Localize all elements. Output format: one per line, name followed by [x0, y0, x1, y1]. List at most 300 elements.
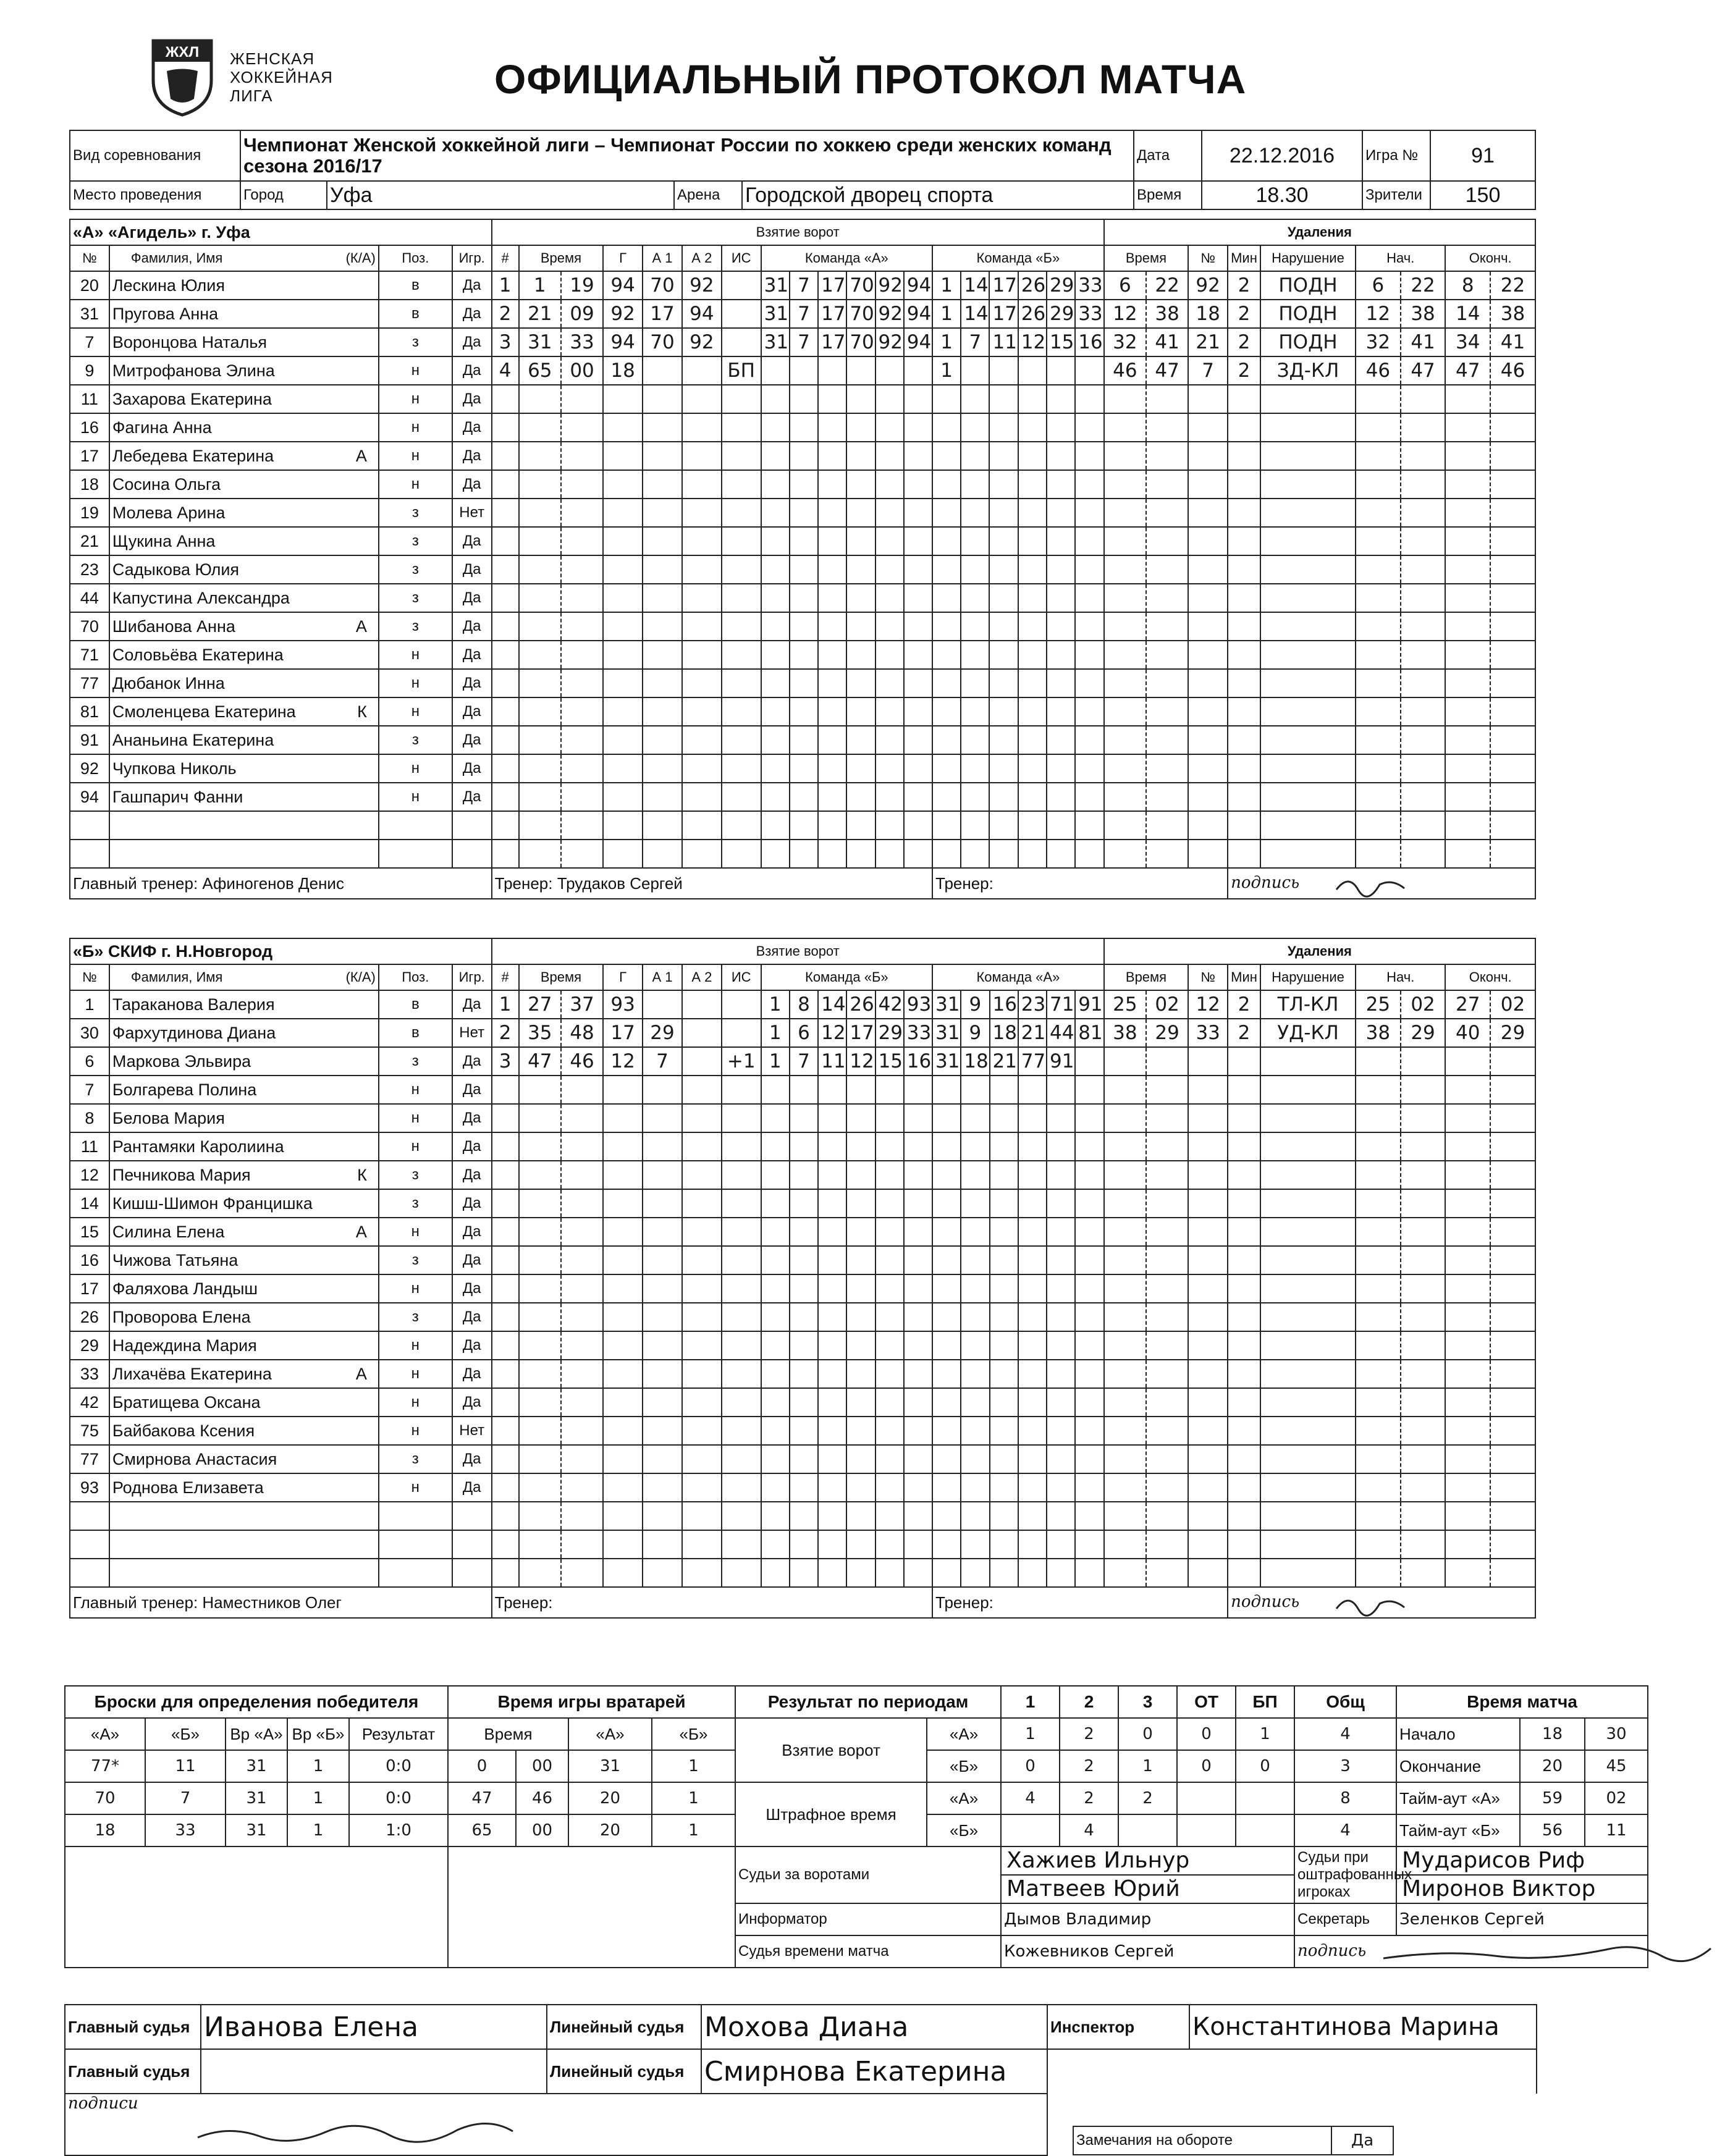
player-number: 29: [70, 1331, 109, 1360]
player-number: 15: [70, 1218, 109, 1246]
player-position: н: [379, 1473, 452, 1502]
penalty-player: [1188, 470, 1228, 499]
goalie-r3-ss: 00: [516, 1814, 568, 1846]
penalty-start-sec: [1401, 1417, 1446, 1445]
opp-on-ice: [989, 470, 1018, 499]
own-on-ice: [761, 669, 790, 697]
start-mm: 18: [1520, 1718, 1585, 1750]
own-on-ice: [846, 669, 875, 697]
penalty-minutes: [1228, 641, 1260, 669]
own-on-ice: [761, 1076, 790, 1104]
goal-second: [561, 1388, 603, 1417]
player-position: н: [379, 669, 452, 697]
team_a-col-num: №: [70, 245, 109, 271]
player-played: Да: [452, 726, 492, 754]
penalty-second: [1146, 555, 1188, 584]
goal-number: 2: [492, 1019, 519, 1047]
penalty-violation: [1260, 499, 1356, 527]
goal-second: [561, 413, 603, 442]
opp-on-ice: [990, 1303, 1018, 1331]
own-on-ice: [790, 470, 818, 499]
own-on-ice: [790, 669, 818, 697]
team_a-head-coach: Главный тренер: Афиногенов Денис: [70, 868, 492, 899]
penalty-player: [1188, 669, 1228, 697]
goal-scorer: [603, 1189, 643, 1218]
own-on-ice: 8: [790, 990, 818, 1019]
player-played: Да: [452, 1445, 492, 1473]
opp-on-ice: 91: [1075, 990, 1104, 1019]
player-position: з: [379, 328, 452, 356]
player-number: 11: [70, 385, 109, 413]
player-position: з: [379, 1161, 452, 1189]
goal-assist-1: [643, 1161, 682, 1189]
opp-on-ice: [961, 1303, 989, 1331]
own-on-ice: [875, 1417, 904, 1445]
own-on-ice: [818, 669, 846, 697]
goal-second: 09: [561, 300, 603, 328]
own-on-ice: [761, 356, 790, 385]
goal-second: [561, 584, 603, 612]
own-on-ice: [904, 1303, 932, 1331]
own-on-ice: 17: [818, 328, 846, 356]
penalty-start-sec: [1401, 811, 1446, 840]
penalty-minutes: [1228, 1104, 1260, 1132]
opp-on-ice: [1075, 1559, 1104, 1587]
goal-minute: [519, 1076, 561, 1104]
player-position: з: [379, 612, 452, 641]
goal-second: [561, 1360, 603, 1388]
goal-assist-2: [682, 1388, 722, 1417]
penalty-player: [1188, 584, 1228, 612]
penalty-second: [1146, 1218, 1188, 1246]
goal-assist-2: [682, 1473, 722, 1502]
goal-assist-1: [643, 669, 682, 697]
goal-situation: [722, 328, 761, 356]
opp-on-ice: [1075, 641, 1104, 669]
shootout-r2-result: 0:0: [349, 1782, 448, 1814]
opp-on-ice: [989, 811, 1018, 840]
penalty-second: [1146, 1502, 1188, 1530]
goal-assist-1: [643, 1502, 682, 1530]
player-played: Да: [452, 1047, 492, 1076]
goal-number: [492, 442, 519, 470]
own-on-ice: [790, 555, 818, 584]
opp-on-ice: [1047, 1559, 1075, 1587]
penalty-violation: [1260, 1559, 1356, 1587]
goal-scorer: [603, 1502, 643, 1530]
penalty-second: [1146, 697, 1188, 726]
goal-assist-2: [682, 385, 722, 413]
own-on-ice: [875, 1218, 904, 1246]
player-played: Да: [452, 1473, 492, 1502]
penalty-minutes: [1228, 1132, 1260, 1161]
penalty-violation: ЗД-КЛ: [1260, 356, 1356, 385]
penalty-start-sec: [1401, 1104, 1446, 1132]
opp-on-ice: [932, 1161, 961, 1189]
penalty-violation: [1260, 1189, 1356, 1218]
goal-assist-1: [643, 811, 682, 840]
opp-on-ice: [1047, 783, 1075, 811]
goal-number: 3: [492, 328, 519, 356]
goal-number: [492, 1331, 519, 1360]
own-on-ice: [904, 1502, 932, 1530]
goal-minute: [519, 1417, 561, 1445]
penalty-minutes: [1228, 1417, 1260, 1445]
period-total-header: Общ: [1294, 1686, 1396, 1718]
opp-on-ice: [1075, 1388, 1104, 1417]
shootout-col-ga: Вр «А»: [226, 1718, 287, 1750]
player-position: н: [379, 385, 452, 413]
own-on-ice: [875, 1132, 904, 1161]
opp-on-ice: [1075, 612, 1104, 641]
penalty-start-sec: [1401, 754, 1446, 783]
penalty-player: 7: [1188, 356, 1228, 385]
own-on-ice: [818, 1104, 846, 1132]
own-on-ice: [846, 1388, 875, 1417]
pim-a-ot: [1177, 1782, 1236, 1814]
own-on-ice: [818, 1161, 846, 1189]
league-logo: [148, 37, 216, 117]
player-position: н: [379, 1218, 452, 1246]
penalty-violation: [1260, 612, 1356, 641]
penalty-violation: [1260, 527, 1356, 555]
own-on-ice: 17: [846, 1019, 875, 1047]
pim-b-ot: [1177, 1814, 1236, 1846]
opp-on-ice: [961, 641, 989, 669]
goal-situation: [722, 271, 761, 300]
goal-minute: [519, 641, 561, 669]
opp-on-ice: [961, 1388, 989, 1417]
own-on-ice: [875, 1189, 904, 1218]
goal-situation: [722, 1388, 761, 1417]
penalty-minutes: [1228, 669, 1260, 697]
goal-second: [561, 1218, 603, 1246]
opp-on-ice: [1047, 1104, 1075, 1132]
own-on-ice: [790, 499, 818, 527]
penalty-player: [1188, 413, 1228, 442]
team_b-col-pen-time: Время: [1104, 964, 1189, 990]
penalty-player: [1188, 499, 1228, 527]
opp-on-ice: [1018, 1161, 1047, 1189]
team_a-col-pen-min: Мин: [1228, 245, 1260, 271]
opp-on-ice: 18: [990, 1019, 1018, 1047]
shootout-r3-ga: 31: [226, 1814, 287, 1846]
table-row: [70, 669, 1535, 697]
penalty-end-min: [1445, 1388, 1490, 1417]
penalty-end-sec: [1490, 754, 1535, 783]
penalty-start-min: [1356, 840, 1401, 868]
goal-minute: [519, 1445, 561, 1473]
opp-on-ice: [989, 584, 1018, 612]
penalty-start-sec: [1401, 641, 1446, 669]
goal-minute: [519, 385, 561, 413]
penalty-violation: [1260, 1388, 1356, 1417]
penalty-player: 92: [1188, 271, 1228, 300]
penalty-minutes: [1228, 1502, 1260, 1530]
penalty-start-min: [1356, 1246, 1401, 1274]
pim-a-p1: 4: [1001, 1782, 1060, 1814]
opp-on-ice: 14: [961, 300, 989, 328]
opp-on-ice: [961, 697, 989, 726]
goal-situation: [722, 1274, 761, 1303]
team_b-col-goal-num: #: [492, 964, 519, 990]
own-on-ice: [818, 499, 846, 527]
goal-second: [561, 612, 603, 641]
penalty-minute: [1104, 669, 1146, 697]
own-on-ice: 92: [875, 328, 904, 356]
opp-on-ice: [932, 1388, 961, 1417]
opp-on-ice: [961, 1218, 989, 1246]
penalty-violation: [1260, 783, 1356, 811]
penalty-violation: [1260, 754, 1356, 783]
player-name: Братищева Оксана: [109, 1388, 379, 1417]
own-on-ice: 92: [875, 300, 904, 328]
opp-on-ice: [990, 1417, 1018, 1445]
penalty-start-min: 12: [1356, 300, 1401, 328]
goal-assist-1: [643, 385, 682, 413]
goal-number: [492, 1218, 519, 1246]
opp-on-ice: [1018, 840, 1047, 868]
own-on-ice: [846, 1076, 875, 1104]
penalty-start-min: [1356, 1331, 1401, 1360]
own-on-ice: 93: [904, 990, 932, 1019]
goal-number: [492, 1388, 519, 1417]
goal-number: [492, 612, 519, 641]
penalty-violation: [1260, 1445, 1356, 1473]
own-on-ice: [790, 1388, 818, 1417]
penalty-start-sec: [1401, 1473, 1446, 1502]
player-number: 23: [70, 555, 109, 584]
penalty-player: [1188, 1360, 1228, 1388]
opp-on-ice: [990, 1189, 1018, 1218]
own-on-ice: [875, 1445, 904, 1473]
goal-situation: [722, 1076, 761, 1104]
pim-b-total: 4: [1294, 1814, 1396, 1846]
shootout-r1-ga: 31: [226, 1750, 287, 1782]
opp-on-ice: [932, 1132, 961, 1161]
goal-assist-1: [643, 840, 682, 868]
opp-on-ice: [961, 1530, 989, 1559]
goal-second: [561, 1331, 603, 1360]
table-row: [70, 697, 1535, 726]
opp-on-ice: [932, 1331, 961, 1360]
opp-on-ice: 14: [961, 271, 989, 300]
player-played: Да: [452, 1076, 492, 1104]
goal-second: 00: [561, 356, 603, 385]
opp-on-ice: [932, 470, 961, 499]
penalty-end-sec: [1490, 442, 1535, 470]
penalty-start-sec: [1401, 1360, 1446, 1388]
penalty-player: [1188, 1331, 1228, 1360]
penalty-second: [1146, 783, 1188, 811]
table-row: [70, 385, 1535, 413]
penalty-start-min: [1356, 1417, 1401, 1445]
opp-on-ice: [989, 697, 1018, 726]
player-played: Да: [452, 641, 492, 669]
player-number: 77: [70, 1445, 109, 1473]
goals-label: Взятие ворот: [735, 1718, 927, 1782]
own-on-ice: [875, 1530, 904, 1559]
team_a-signature-scribble: [1299, 871, 1423, 896]
penalty-end-sec: [1490, 641, 1535, 669]
goal-situation: [722, 1019, 761, 1047]
player-number: 19: [70, 499, 109, 527]
penalty-end-min: [1445, 1559, 1490, 1587]
own-on-ice: 33: [904, 1019, 932, 1047]
penalty-violation: [1260, 1360, 1356, 1388]
table-row: [70, 1303, 1535, 1331]
player-name: Садыкова Юлия: [109, 555, 379, 584]
own-on-ice: 70: [846, 328, 875, 356]
penalty-end-min: [1445, 1417, 1490, 1445]
own-on-ice: [904, 1104, 932, 1132]
penalty-minutes: [1228, 1274, 1260, 1303]
goal-scorer: [603, 1246, 643, 1274]
player-position: н: [379, 413, 452, 442]
opp-on-ice: [990, 1161, 1018, 1189]
own-on-ice: [904, 1218, 932, 1246]
goal-second: [561, 1104, 603, 1132]
goalie-r1-mm: 0: [448, 1750, 516, 1782]
player-name: Чижова Татьяна: [109, 1246, 379, 1274]
penalty-minute: [1104, 1303, 1146, 1331]
opp-on-ice: [932, 1274, 961, 1303]
own-on-ice: 12: [818, 1019, 846, 1047]
goal-assist-1: [643, 726, 682, 754]
own-on-ice: [790, 1161, 818, 1189]
penalty-second: [1146, 1331, 1188, 1360]
goal-assist-2: [682, 783, 722, 811]
penalty-second: [1146, 1132, 1188, 1161]
own-on-ice: [790, 754, 818, 783]
table-row: [70, 499, 1535, 527]
opp-on-ice: [1047, 1473, 1075, 1502]
own-on-ice: [761, 783, 790, 811]
goalie-r3-a: 20: [568, 1814, 652, 1846]
opp-on-ice: [961, 413, 989, 442]
penalty-second: [1146, 1473, 1188, 1502]
goals-b-p1: 0: [1001, 1750, 1060, 1782]
opp-on-ice: [1047, 811, 1075, 840]
opp-on-ice: [961, 499, 989, 527]
table-row: [70, 271, 1535, 300]
penalty-start-min: [1356, 499, 1401, 527]
penalty-violation: ТЛ-КЛ: [1260, 990, 1356, 1019]
opp-on-ice: [1047, 726, 1075, 754]
own-on-ice: [761, 1331, 790, 1360]
penalty-start-min: [1356, 1360, 1401, 1388]
penalty-end-min: [1445, 555, 1490, 584]
opp-on-ice: [932, 385, 961, 413]
inspector-label: Инспектор: [1047, 2005, 1189, 2049]
penalty-violation: [1260, 811, 1356, 840]
goal-minute: [519, 1331, 561, 1360]
game-value: 91: [1430, 130, 1535, 181]
player-name: Гашпарич Фанни: [109, 783, 379, 811]
own-on-ice: [846, 555, 875, 584]
timeout-b-label: Тайм-аут «Б»: [1396, 1814, 1520, 1846]
penalty-end-min: [1445, 470, 1490, 499]
player-number: 8: [70, 1104, 109, 1132]
goal-assist-2: [682, 1218, 722, 1246]
own-on-ice: [846, 1559, 875, 1587]
opp-on-ice: [932, 1076, 961, 1104]
player-position: з: [379, 1303, 452, 1331]
player-position: [379, 840, 452, 868]
penalty-end-min: 14: [1445, 300, 1490, 328]
own-on-ice: [875, 442, 904, 470]
penalty-player: [1188, 1161, 1228, 1189]
goals-b-total: 3: [1294, 1750, 1396, 1782]
penalty-minutes: [1228, 1360, 1260, 1388]
goal-judges-label: Судьи за воротами: [735, 1846, 1001, 1903]
team_a-col-pen-end: Оконч.: [1445, 245, 1535, 271]
penalty-end-min: [1445, 697, 1490, 726]
opp-on-ice: [961, 669, 989, 697]
penalty-start-min: [1356, 726, 1401, 754]
penalty-minutes: [1228, 1388, 1260, 1417]
penalty-second: [1146, 1388, 1188, 1417]
opp-on-ice: [990, 1132, 1018, 1161]
timekeeper-value: Кожевников Сергей: [1001, 1935, 1294, 1968]
own-on-ice: [818, 612, 846, 641]
opp-on-ice: [932, 1530, 961, 1559]
player-number: [70, 1502, 109, 1530]
goal-second: [561, 1076, 603, 1104]
goal-minute: [519, 555, 561, 584]
goal-situation: [722, 726, 761, 754]
own-on-ice: [904, 1473, 932, 1502]
goal-assist-1: [643, 1331, 682, 1360]
player-number: 91: [70, 726, 109, 754]
goal-assist-2: [682, 1360, 722, 1388]
shootout-col-result: Результат: [349, 1718, 448, 1750]
opp-on-ice: [961, 612, 989, 641]
opp-on-ice: [932, 1104, 961, 1132]
goal-scorer: [603, 1104, 643, 1132]
own-on-ice: [818, 527, 846, 555]
goal-situation: БП: [722, 356, 761, 385]
penalty-minutes: [1228, 470, 1260, 499]
goal-minute: 27: [519, 990, 561, 1019]
penalty-violation: [1260, 1132, 1356, 1161]
shootout-r2-a: 70: [65, 1782, 145, 1814]
goal-assist-1: [643, 990, 682, 1019]
goal-assist-1: [643, 527, 682, 555]
goal-situation: [722, 527, 761, 555]
player-name: Кишш-Шимон Францишка: [109, 1189, 379, 1218]
penalty-minutes: 2: [1228, 328, 1260, 356]
player-number: 33: [70, 1360, 109, 1388]
penalty-minutes: 2: [1228, 356, 1260, 385]
goal-scorer: [603, 413, 643, 442]
player-name: Фагина Анна: [109, 413, 379, 442]
table-row: [70, 811, 1535, 840]
own-on-ice: [904, 499, 932, 527]
own-on-ice: 70: [846, 271, 875, 300]
competition-label: Вид соревнования: [70, 130, 240, 181]
goalie-col-b: «Б»: [652, 1718, 735, 1750]
penalty-minutes: 2: [1228, 1019, 1260, 1047]
goal-scorer: 18: [603, 356, 643, 385]
penalty-judge-1: Мударисов Риф: [1397, 1847, 1647, 1876]
summary-table: [64, 1685, 1648, 1968]
player-number: 9: [70, 356, 109, 385]
opp-on-ice: [990, 1246, 1018, 1274]
player-played: Да: [452, 697, 492, 726]
goal-minute: [519, 1104, 561, 1132]
opp-on-ice: [932, 413, 961, 442]
